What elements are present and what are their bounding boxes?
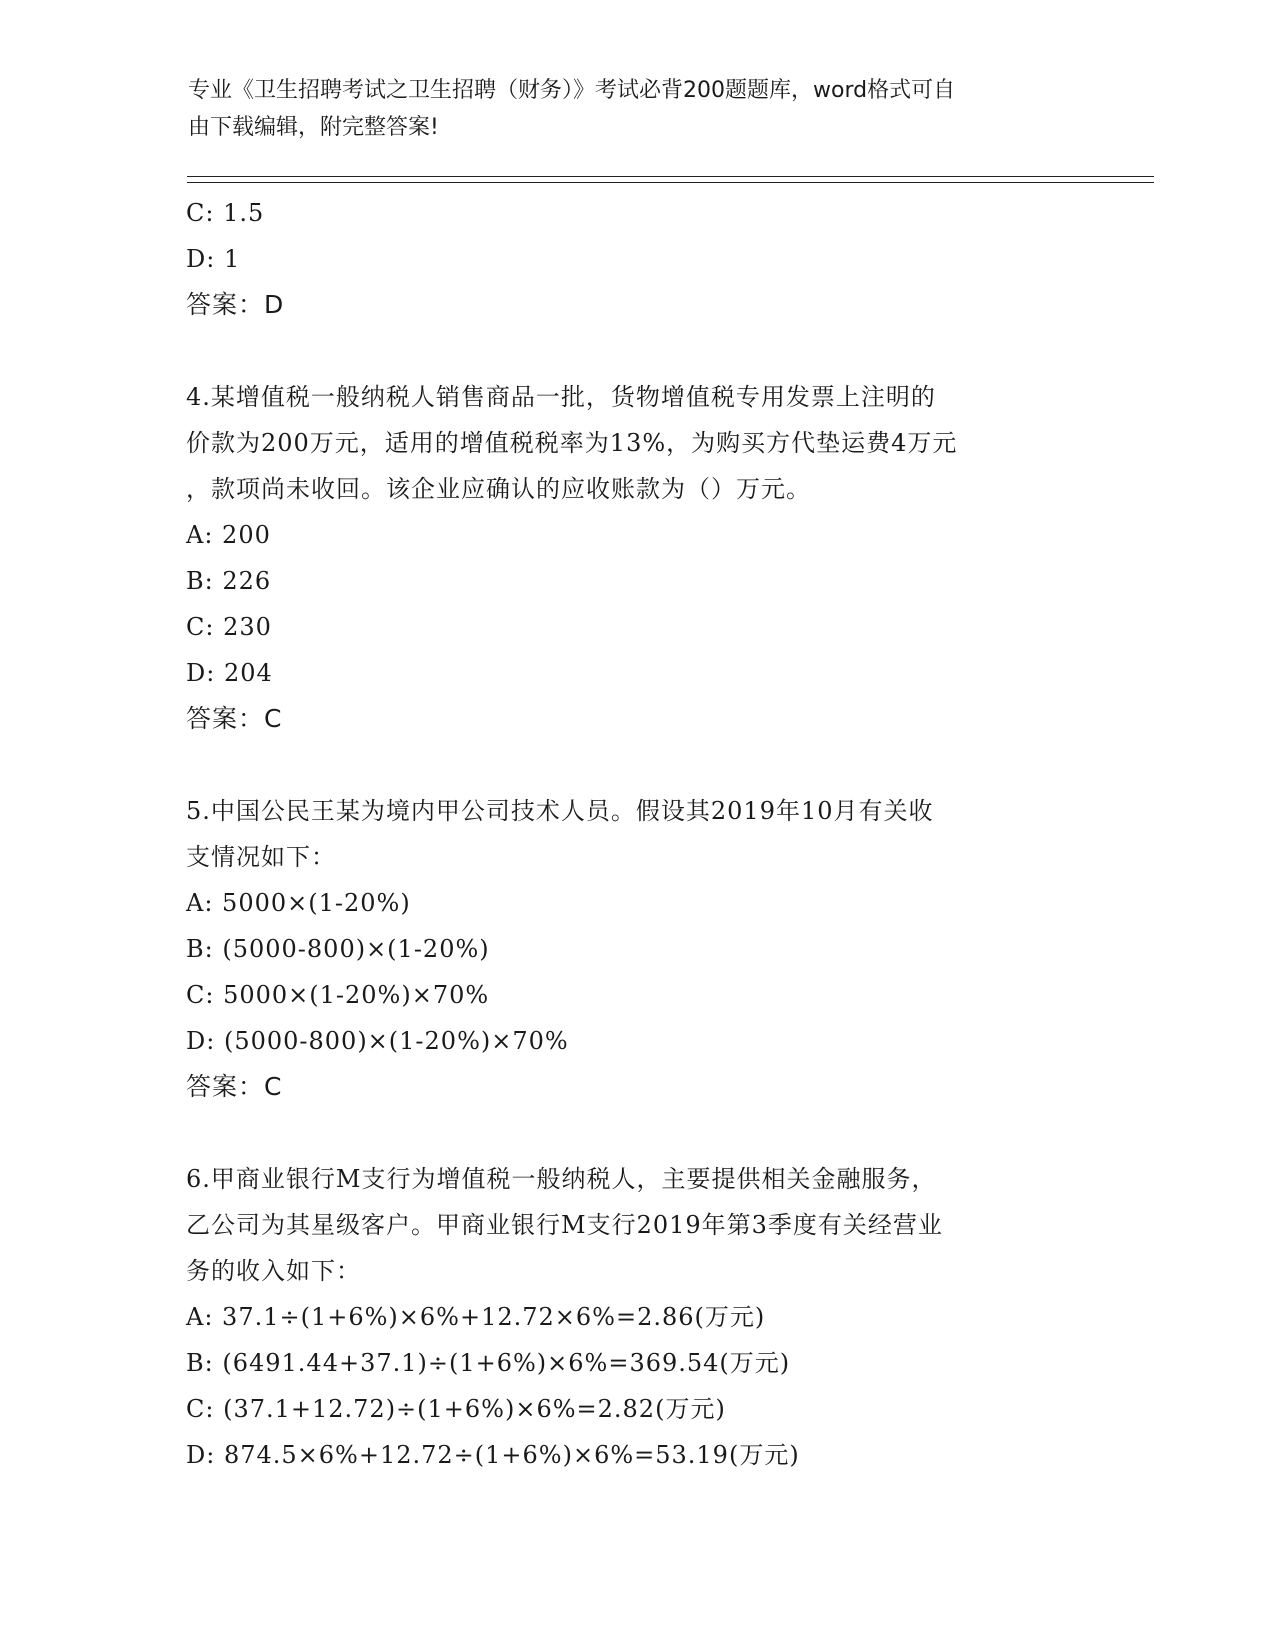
header-line-1: 专业《卫生招聘考试之卫生招聘（财务）》考试必背200题题库，word格式可自	[188, 78, 956, 103]
header-divider-bottom	[187, 182, 1154, 183]
document-header	[188, 72, 1068, 146]
option-d: D: (5000-800)×(1-20%)×70%	[186, 1027, 569, 1055]
option-a: A: 200	[186, 521, 271, 549]
question-text-line: 5.中国公民王某为境内甲公司技术人员。假设其2019年10月有关收	[186, 797, 934, 825]
option-a: A: 37.1÷(1+6%)×6%+12.72×6%=2.86(万元)	[186, 1303, 766, 1331]
option-b: B: (5000-800)×(1-20%)	[186, 935, 490, 963]
question-text-line: 6.甲商业银行M支行为增值税一般纳税人，主要提供相关金融服务，	[186, 1165, 937, 1193]
question-4	[186, 374, 1086, 742]
question-6	[186, 1156, 1086, 1478]
option-c: C: 1.5	[186, 199, 265, 227]
option-c: C: 230	[186, 613, 272, 641]
answer: 答案：C	[186, 1072, 283, 1101]
question-text-line: 支情况如下：	[186, 843, 336, 871]
spacer	[186, 1110, 1086, 1156]
option-a: A: 5000×(1-20%)	[186, 889, 411, 917]
answer: 答案：C	[186, 704, 283, 733]
question-text-line: 价款为200万元，适用的增值税税率为13%，为购买方代垫运费4万元	[186, 429, 958, 457]
question-text-line: 乙公司为其星级客户。甲商业银行M支行2019年第3季度有关经营业	[186, 1211, 943, 1239]
option-c: C: (37.1+12.72)÷(1+6%)×6%=2.82(万元)	[186, 1395, 726, 1423]
option-d: D: 874.5×6%+12.72÷(1+6%)×6%=53.19(万元)	[186, 1441, 800, 1469]
header-divider-top	[187, 176, 1154, 177]
option-d: D: 204	[186, 659, 273, 687]
question-5	[186, 788, 1086, 1110]
question-text-line: ，款项尚未收回。该企业应确认的应收账款为（）万元。	[186, 475, 811, 503]
question-3-tail	[186, 190, 1086, 328]
question-text-line: 4.某增值税一般纳税人销售商品一批，货物增值税专用发票上注明的	[186, 383, 936, 411]
question-text-line: 务的收入如下：	[186, 1257, 361, 1285]
question-content	[186, 190, 1086, 1478]
spacer	[186, 328, 1086, 374]
answer: 答案：D	[186, 290, 285, 319]
option-c: C: 5000×(1-20%)×70%	[186, 981, 490, 1009]
option-b: B: 226	[186, 567, 272, 595]
header-line-2: 由下载编辑，附完整答案!	[188, 115, 439, 140]
spacer	[186, 742, 1086, 788]
option-d: D: 1	[186, 245, 241, 273]
option-b: B: (6491.44+37.1)÷(1+6%)×6%=369.54(万元)	[186, 1349, 791, 1377]
